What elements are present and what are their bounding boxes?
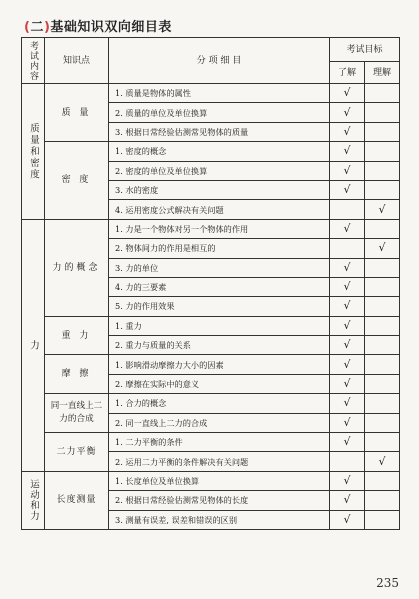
mark-comprehend [365, 122, 400, 141]
mark-understand: √ [330, 180, 365, 199]
mark-understand: √ [330, 413, 365, 432]
item-text: 2. 密度的单位及单位换算 [109, 161, 330, 180]
mark-understand: √ [330, 84, 365, 103]
item-text: 1. 二力平衡的条件 [109, 433, 330, 452]
table-row [22, 316, 400, 335]
mark-understand: √ [330, 433, 365, 452]
item-text: 3. 测量有误差, 误差和错误的区别 [109, 510, 330, 529]
header-point: 知识点 [45, 38, 109, 84]
mark-comprehend [365, 491, 400, 510]
mark-comprehend [365, 471, 400, 490]
item-text: 3. 力的单位 [109, 258, 330, 277]
point-density: 密 度 [45, 142, 109, 220]
item-text: 1. 密度的概念 [109, 142, 330, 161]
header-comprehend: 理解 [365, 62, 400, 84]
mark-comprehend [365, 374, 400, 393]
mark-understand: √ [330, 161, 365, 180]
mark-comprehend [365, 258, 400, 277]
item-text: 2. 质量的单位及单位换算 [109, 103, 330, 122]
item-text: 1. 力是一个物体对另一个物体的作用 [109, 219, 330, 238]
item-text: 2. 重力与质量的关系 [109, 336, 330, 355]
mark-understand: √ [330, 471, 365, 490]
mark-comprehend [365, 219, 400, 238]
header-understand: 了解 [330, 62, 365, 84]
mark-comprehend [365, 510, 400, 529]
item-text: 1. 重力 [109, 316, 330, 335]
mark-understand: √ [330, 374, 365, 393]
section-motion-force: 运动和力 [22, 471, 45, 529]
point-gravity: 重 力 [45, 316, 109, 355]
item-text: 2. 物体间力的作用是相互的 [109, 239, 330, 258]
mark-understand: √ [330, 297, 365, 316]
item-text: 2. 运用二力平衡的条件解决有关问题 [109, 452, 330, 471]
mark-comprehend [365, 336, 400, 355]
mark-understand: √ [330, 142, 365, 161]
mark-comprehend [365, 180, 400, 199]
mark-understand: √ [330, 122, 365, 141]
heading-close-paren: ) [43, 20, 51, 35]
table-row [22, 471, 400, 490]
heading-open-paren: ( [24, 20, 31, 35]
mark-understand: √ [330, 219, 365, 238]
mark-understand: √ [330, 316, 365, 335]
section-heading [24, 16, 172, 35]
mark-comprehend [365, 161, 400, 180]
mark-understand: √ [330, 355, 365, 374]
header-target: 考试目标 [330, 38, 400, 62]
item-text: 3. 根据日常经验估测常见物体的质量 [109, 122, 330, 141]
header-row-1 [22, 38, 400, 62]
mark-comprehend [365, 142, 400, 161]
table-row [22, 84, 400, 103]
heading-number: 二 [30, 20, 44, 35]
mark-comprehend [365, 277, 400, 296]
mark-understand: √ [330, 394, 365, 413]
mark-comprehend [365, 355, 400, 374]
point-force-concept: 力的概念 [45, 219, 109, 316]
item-text: 1. 影响滑动摩擦力大小的因素 [109, 355, 330, 374]
table-row [22, 394, 400, 413]
point-length: 长度测量 [45, 471, 109, 529]
mark-comprehend [365, 297, 400, 316]
page-number: 235 [376, 576, 399, 590]
point-mass: 质 量 [45, 84, 109, 142]
table-row [22, 433, 400, 452]
mark-understand: √ [330, 103, 365, 122]
mark-understand [330, 452, 365, 471]
item-text: 2. 根据日常经验估测常见物体的长度 [109, 491, 330, 510]
mark-understand [330, 200, 365, 219]
mark-comprehend: √ [365, 239, 400, 258]
table-row [22, 219, 400, 238]
point-friction: 摩 擦 [45, 355, 109, 394]
mark-comprehend [365, 394, 400, 413]
mark-comprehend [365, 84, 400, 103]
item-text: 1. 合力的概念 [109, 394, 330, 413]
header-content: 考试内容 [22, 38, 45, 84]
item-text: 4. 运用密度公式解决有关问题 [109, 200, 330, 219]
mark-understand: √ [330, 258, 365, 277]
item-text: 1. 长度单位及单位换算 [109, 471, 330, 490]
mark-comprehend [365, 413, 400, 432]
mark-understand: √ [330, 277, 365, 296]
mark-understand: √ [330, 491, 365, 510]
item-text: 2. 同一直线上二力的合成 [109, 413, 330, 432]
item-text: 3. 水的密度 [109, 180, 330, 199]
item-text: 5. 力的作用效果 [109, 297, 330, 316]
objectives-table [21, 37, 400, 530]
section-force: 力 [22, 219, 45, 471]
mark-understand: √ [330, 510, 365, 529]
mark-comprehend [365, 433, 400, 452]
item-text: 1. 质量是物体的属性 [109, 84, 330, 103]
mark-comprehend: √ [365, 200, 400, 219]
table-row [22, 142, 400, 161]
header-items: 分 项 细 目 [109, 38, 330, 84]
mark-comprehend [365, 316, 400, 335]
table-row [22, 355, 400, 374]
section-mass-density: 质量和密度 [22, 84, 45, 220]
item-text: 4. 力的三要素 [109, 277, 330, 296]
mark-understand [330, 239, 365, 258]
point-balance: 二力平衡 [45, 433, 109, 472]
mark-comprehend: √ [365, 452, 400, 471]
mark-comprehend [365, 103, 400, 122]
item-text: 2. 摩擦在实际中的意义 [109, 374, 330, 393]
point-force-composition: 同一直线上二力的合成 [45, 394, 109, 433]
heading-text: 基础知识双向细目表 [50, 20, 172, 35]
mark-understand: √ [330, 336, 365, 355]
